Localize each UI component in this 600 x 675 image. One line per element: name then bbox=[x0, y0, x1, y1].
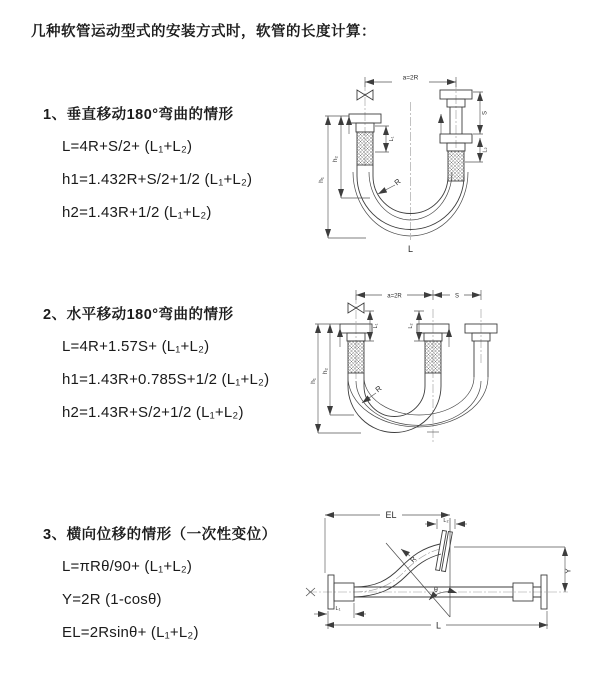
dim-label-l1: L₁ bbox=[373, 323, 379, 329]
dim-label-span: a=2R bbox=[387, 293, 402, 300]
centerlines bbox=[365, 80, 456, 240]
section-3 bbox=[43, 517, 277, 649]
dimension-lines bbox=[314, 515, 565, 629]
dim-label-l1: L₁ bbox=[389, 136, 395, 142]
radius-label: R bbox=[392, 176, 403, 188]
radius-label: R bbox=[409, 555, 419, 565]
hose-displaced-upper bbox=[354, 544, 440, 587]
hose-displaced-lower bbox=[354, 554, 441, 597]
braid-left bbox=[357, 132, 373, 165]
section-1-formula-h1: h1=1.432R+S/2+1/2 (L₁+L₂) bbox=[62, 171, 253, 188]
centerlines bbox=[356, 295, 481, 443]
length-label: L bbox=[407, 244, 414, 254]
dim-label-h2: h₂ bbox=[332, 155, 339, 163]
diagram-vertical-180-bend bbox=[308, 68, 528, 258]
section-1 bbox=[43, 97, 252, 229]
dim-label-l2: L₂ bbox=[443, 518, 449, 524]
radius-label: R bbox=[373, 383, 384, 395]
dim-label-h2: h₂ bbox=[322, 367, 329, 375]
section-1-heading: 1、垂直移动180°弯曲的情形 bbox=[43, 107, 234, 123]
dim-label-l2: L₂ bbox=[408, 323, 414, 329]
dim-label-s: S bbox=[482, 110, 489, 116]
pipes-and-hose bbox=[328, 530, 547, 609]
section-3-formula-Y: Y=2R (1-cosθ) bbox=[62, 591, 162, 608]
hose-wide-outer bbox=[348, 377, 488, 427]
dim-label-shift: S bbox=[454, 293, 460, 300]
section-3-heading: 3、横向位移的情形（一次性变位） bbox=[43, 527, 277, 543]
diagram-horizontal-180-bend bbox=[306, 281, 546, 466]
page-title: 几种软管运动型式的安装方式时，软管的长度计算： bbox=[31, 24, 376, 40]
section-2-formula-h2: h2=1.43R+S/2+1/2 (L₁+L₂) bbox=[62, 404, 244, 421]
braid-left bbox=[348, 341, 364, 373]
section-3-formula-L: L=πRθ/90+ (L₁+L₂) bbox=[62, 558, 193, 575]
section-1-formula-L: L=4R+S/2+ (L₁+L₂) bbox=[62, 138, 193, 155]
theta-label: θ bbox=[434, 587, 438, 594]
section-2-formula-h1: h1=1.43R+0.785S+1/2 (L₁+L₂) bbox=[62, 371, 270, 388]
braid-right bbox=[448, 151, 464, 181]
section-1-formula-h2: h2=1.43R+1/2 (L₁+L₂) bbox=[62, 204, 212, 221]
dim-label-l2: L₂ bbox=[482, 147, 489, 153]
section-2-heading: 2、水平移动180°弯曲的情形 bbox=[43, 307, 234, 323]
braid-middle bbox=[425, 341, 441, 373]
section-2-formula-L: L=4R+1.57S+ (L₁+L₂) bbox=[62, 338, 210, 355]
hose-wide-inner bbox=[364, 377, 474, 415]
dim-label-el: EL bbox=[385, 510, 397, 520]
dim-label-h1: h₁ bbox=[310, 378, 317, 384]
dim-label-span: a=2R bbox=[402, 74, 419, 82]
section-3-formula-EL: EL=2Rsinθ+ (L₁+L₂) bbox=[62, 624, 199, 641]
dim-label-l1: L₁ bbox=[335, 606, 341, 612]
dimension-lines bbox=[315, 290, 481, 433]
diagram-lateral-displacement bbox=[298, 497, 593, 642]
pipes-and-hose bbox=[340, 303, 497, 433]
section-2 bbox=[43, 297, 269, 429]
dim-label-h1: h₁ bbox=[318, 177, 325, 183]
dim-label-l: L bbox=[435, 620, 442, 631]
dim-label-y: Y bbox=[563, 568, 573, 574]
